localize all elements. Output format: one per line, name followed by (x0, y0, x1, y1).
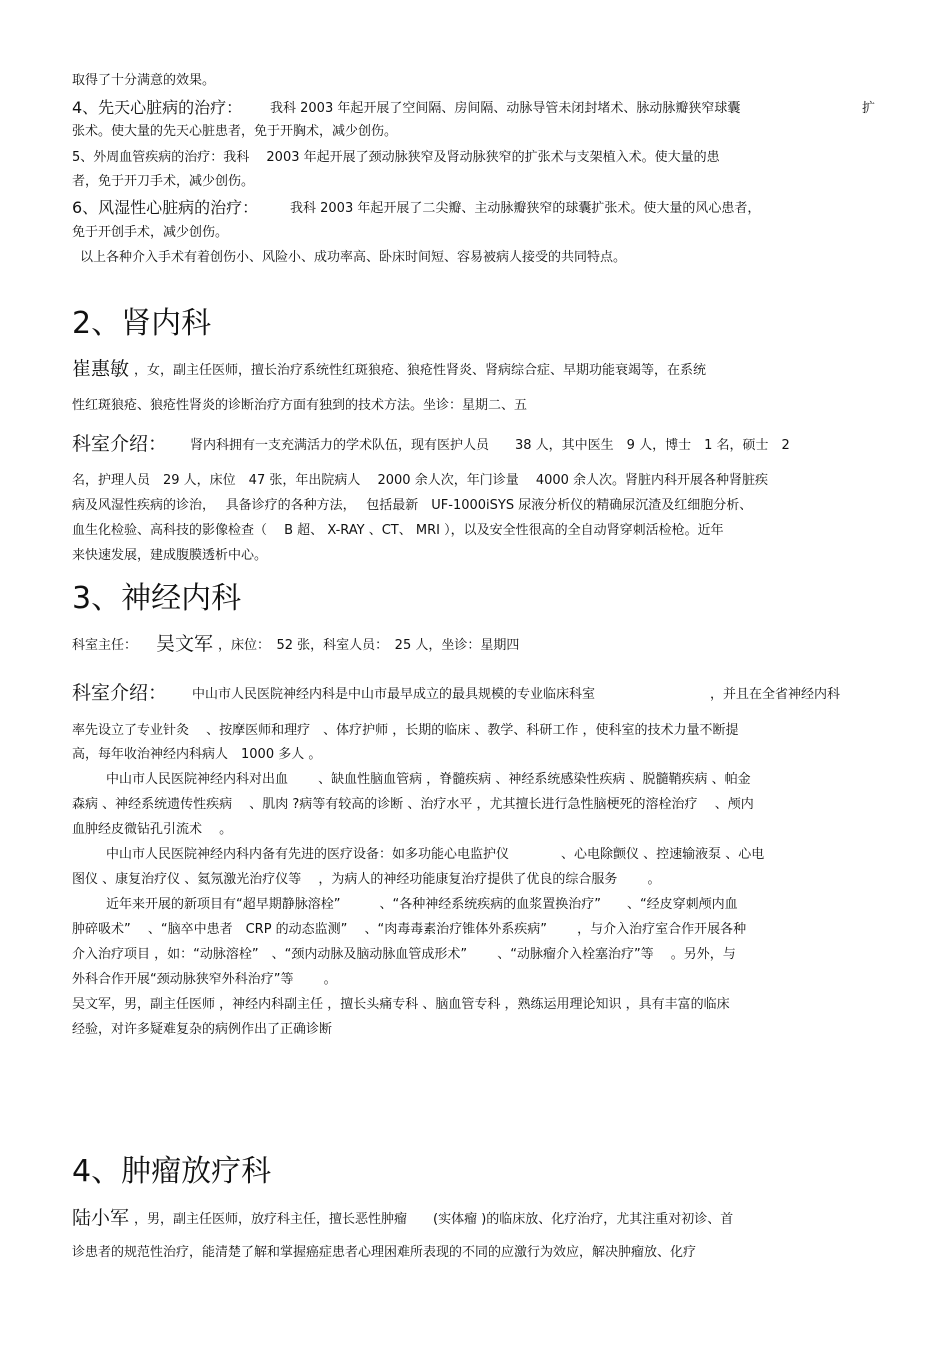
text-line: 率先设立了专业针灸 、按摩医师和理疗 、体疗护师 ，长期的临床 、教学、科研工作 ，使科室的技术力量不断提 (72, 723, 739, 738)
text-line: 诊患者的规范性治疗，能清楚了解和掌握癌症患者心理困难所表现的不同的应激行为效应，解决肿瘤放、化疗 (72, 1245, 697, 1260)
text-line: 科室主任： (72, 638, 138, 653)
section-heading: 2、肾内科 (72, 306, 212, 341)
section-heading: 4、肿瘤放疗科 (72, 1154, 272, 1189)
text-line: 中山市人民医院神经内科是中山市最早成立的最具规模的专业临床科室 (192, 687, 596, 702)
text-line: 肾内科拥有一支充满活力的学术队伍，现有医护人员 38 人，其中医生 9 人，博士 1 名，硕士 2 (190, 438, 790, 453)
text-line: 中山市人民医院神经内科对出血 、缺血性脑血管病 ，脊髓疾病 、神经系统感染性疾病 、脱髓鞘疾病 、帕金 (106, 772, 751, 787)
text-line: 病及风湿性疾病的诊治， 具备诊疗的各种方法， 包括最新 UF-1000iSYS 尿液分析仪的精确尿沉渣及红细胞分析、 (72, 498, 753, 513)
text-line: ，女，副主任医师，擅长治疗系统性红斑狼疮、狼疮性肾炎、肾病综合症、早期功能衰竭等，在系统 (134, 363, 707, 378)
text-line: 5、外周血管疾病的治疗：我科 2003 年起开展了颈动脉狭窄及肾动脉狭窄的扩张术与支架植入术。使大量的患 (72, 150, 720, 165)
section-heading: 3、神经内科 (72, 581, 242, 616)
text-line: 性红斑狼疮、狼疮性肾炎的诊断治疗方面有独到的技术方法。坐诊：星期二、五 (72, 398, 528, 413)
text-line: 以上各种介入手术有着创伤小、风险小、成功率高、卧床时间短、容易被病人接受的共同特点。 (80, 250, 627, 265)
text-line: 血生化检验、高科技的影像检查（ B 超、 X-RAY 、CT、 MRI ），以及安全性很高的全自动肾穿刺活检枪。近年 (72, 523, 724, 538)
text-line: 肿碎吸术” 、“脑卒中患者 CRP 的动态监测” 、“肉毒毒素治疗锥体外系疾病” ，与介入治疗室合作开展各种 (72, 922, 747, 937)
text-line: 图仪 、康复治疗仪 、氦氖激光治疗仪等 ，为病人的神经功能康复治疗提供了优良的综合服务 。 (72, 872, 661, 887)
text-line: 中山市人民医院神经内科内备有先进的医疗设备：如多功能心电监护仪 、心电除颤仪 、控速输液泵 、心电 (106, 847, 765, 862)
text-line: 森病 、神经系统遗传性疾病 、肌肉 ?病等有较高的诊断 、治疗水平 ，尤其擅长进行急性脑梗死的溶栓治疗 、颅内 (72, 797, 754, 812)
text-line: 扩 (862, 101, 876, 116)
doctor-name: 崔惠敏 (72, 358, 130, 380)
text-line: 近年来开展的新项目有“超早期静脉溶栓” 、“各种神经系统疾病的血浆置换治疗” 、“经皮穿刺颅内血 (106, 897, 738, 912)
text-line: 介入治疗项目 ，如：“动脉溶栓” 、“颈内动脉及脑动脉血管成形术” 、“动脉瘤介入栓塞治疗”等 。另外，与 (72, 947, 736, 962)
text-line: 取得了十分满意的效果。 (72, 73, 216, 88)
text-line: 高，每年收治神经内科病人 1000 多人 。 (72, 747, 322, 762)
text-line: 免于开创手术，减少创伤。 (72, 225, 229, 240)
text-line: 我科 2003 年起开展了空间隔、房间隔、动脉导管未闭封堵术、脉动脉瓣狭窄球囊 (270, 101, 741, 116)
text-line: 名，护理人员 29 人，床位 47 张，年出院病人 2000 余人次，年门诊量 4000 余人次。肾脏内科开展各种肾脏疾 (72, 473, 769, 488)
text-line: ，男，副主任医师，放疗科主任，擅长恶性肿瘤 (实体瘤 )的临床放、化疗治疗，尤其注重对初诊、首 (134, 1212, 734, 1227)
dept-intro-label: 科室介绍： (72, 682, 168, 704)
text-line: 吴文军，男，副主任医师 ，神经内科副主任 ，擅长头痛专科 、脑血管专科 ，熟练运用理论知识 ，具有丰富的临床 (72, 997, 730, 1012)
doctor-name: 吴文军 (156, 633, 214, 655)
dept-intro-label: 科室介绍： (72, 433, 168, 455)
doctor-name: 陆小军 (72, 1207, 130, 1229)
text-line: 血肿经皮微钻孔引流术 。 (72, 822, 233, 837)
text-line: 外科合作开展“颈动脉狭窄外科治疗”等 。 (72, 972, 337, 987)
text-line: 者，免于开刀手术，减少创伤。 (72, 174, 255, 189)
text-line: ，并且在全省神经内科 (710, 687, 841, 702)
item-heading: 6、风湿性心脏病的治疗： (72, 198, 259, 217)
text-line: ，床位： 52 张，科室人员： 25 人，坐诊：星期四 (218, 638, 520, 653)
text-line: 张术。使大量的先天心脏患者，免于开胸术，减少创伤。 (72, 124, 398, 139)
text-line: 我科 2003 年起开展了二尖瓣、主动脉瓣狭窄的球囊扩张术。使大量的风心患者， (290, 201, 761, 216)
text-line: 来快速发展，建成腹膜透析中心。 (72, 548, 268, 563)
item-heading: 4、先天心脏病的治疗： (72, 98, 243, 117)
text-line: 经验，对许多疑难复杂的病例作出了正确诊断 (72, 1022, 333, 1037)
